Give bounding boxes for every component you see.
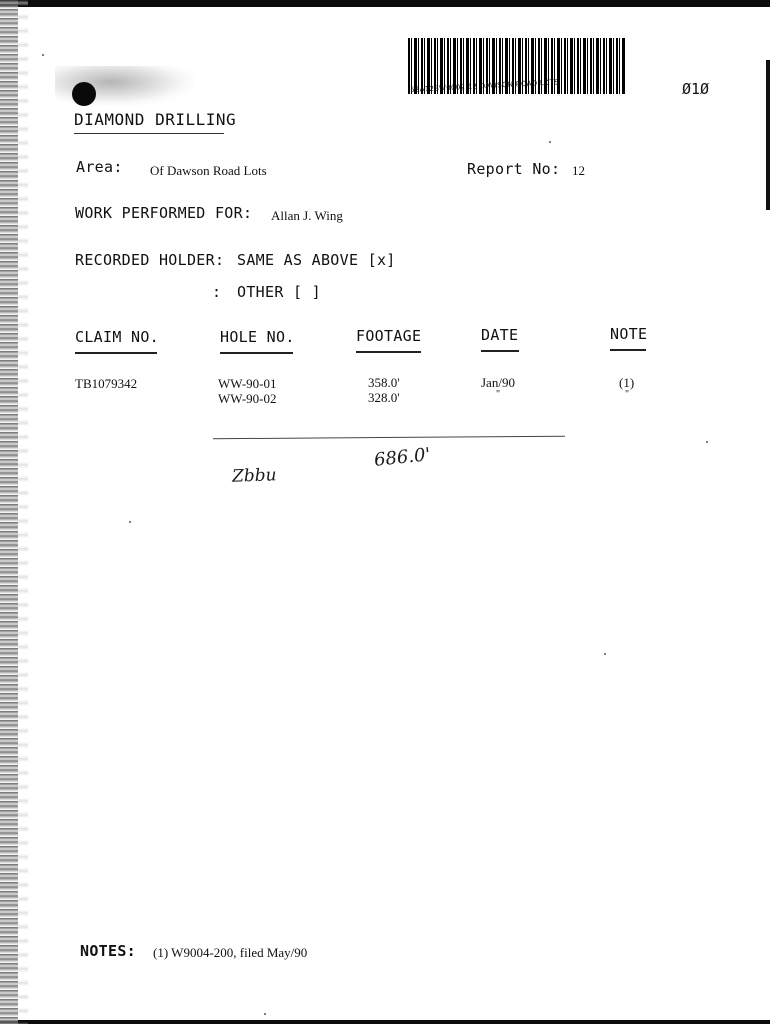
holder-other-colon: : — [212, 283, 222, 301]
page-id: Ø1Ø — [682, 80, 710, 98]
scan-speck — [42, 54, 44, 56]
work-performed-value: Allan J. Wing — [271, 208, 343, 223]
area-label: Area: — [76, 158, 123, 176]
barcode-caption: 52A12SW0002 12 DAWSON ROAD LOTS — [410, 78, 560, 94]
area-value: Of Dawson Road Lots — [150, 163, 267, 178]
row2-footage: 328.0' — [368, 390, 400, 405]
header-date-rule — [481, 350, 519, 352]
scan-speck — [604, 653, 606, 655]
work-performed-label: WORK PERFORMED FOR: — [75, 204, 253, 222]
document-title: DIAMOND DRILLING — [74, 110, 237, 129]
report-value: 12 — [572, 163, 585, 178]
scan-speck — [706, 441, 708, 443]
header-hole-no: HOLE NO. — [220, 328, 295, 346]
header-note-rule — [610, 349, 646, 351]
handwritten-total: 686.0' — [373, 444, 432, 471]
row2-date-ditto: " — [496, 389, 501, 400]
row2-hole: WW-90-02 — [218, 391, 277, 406]
header-note: NOTE — [610, 325, 648, 343]
header-footage: FOOTAGE — [356, 327, 422, 345]
header-hole-rule — [220, 352, 293, 354]
row2-note-ditto: " — [625, 389, 630, 400]
scan-left-edge-noise-2 — [18, 0, 28, 1024]
header-footage-rule — [356, 351, 421, 353]
header-claim-rule — [75, 352, 157, 354]
recorded-holder-label: RECORDED HOLDER: — [75, 251, 225, 269]
notes-text: (1) W9004-200, filed May/90 — [153, 945, 308, 960]
handwritten-code: Zbbu — [231, 465, 277, 487]
total-rule — [213, 436, 565, 439]
row1-footage: 358.0' — [368, 375, 400, 390]
title-underline — [74, 133, 224, 134]
row1-hole: WW-90-01 — [218, 376, 277, 391]
scan-bottom-border — [0, 1020, 770, 1024]
scan-speck — [549, 141, 551, 143]
header-claim-no: CLAIM NO. — [75, 328, 159, 346]
punch-hole — [72, 82, 96, 106]
row1-note: (1) — [619, 375, 635, 390]
scan-right-edge — [766, 60, 770, 210]
notes-label: NOTES: — [80, 942, 136, 960]
holder-other-option: OTHER [ ] — [237, 283, 321, 301]
scan-speck — [264, 1013, 266, 1015]
scan-left-edge-noise — [0, 0, 18, 1024]
row1-claim: TB1079342 — [75, 376, 138, 391]
scan-speck — [129, 521, 131, 523]
row1-date: Jan/90 — [481, 375, 515, 390]
holder-same-option: SAME AS ABOVE [x] — [237, 251, 396, 269]
scan-top-border — [0, 0, 770, 7]
report-label: Report No: — [467, 160, 561, 178]
header-date: DATE — [481, 326, 519, 344]
